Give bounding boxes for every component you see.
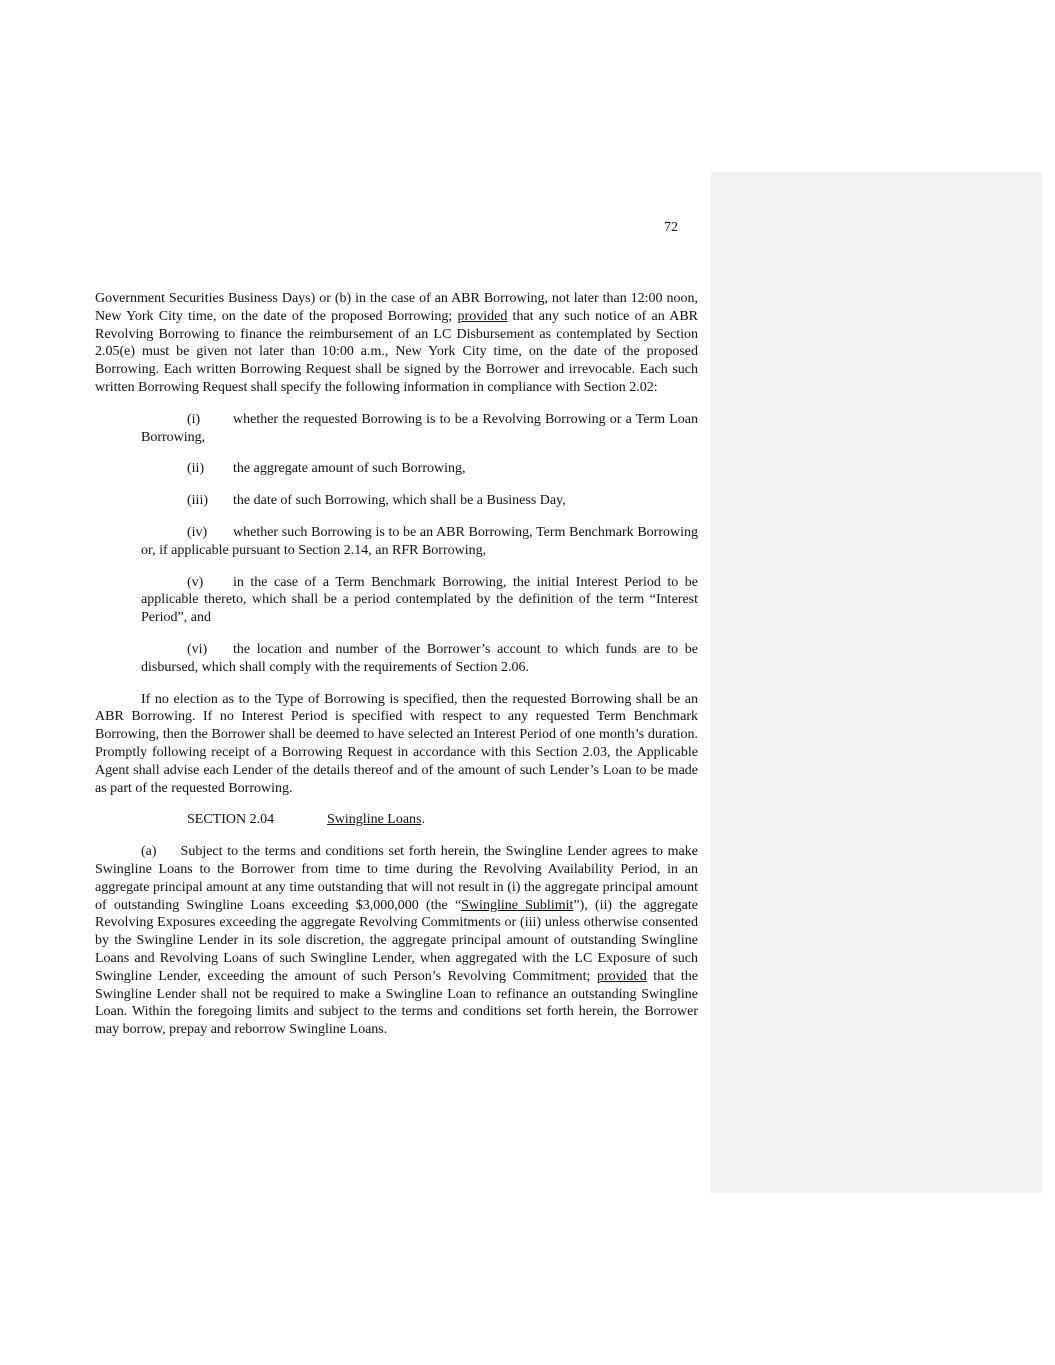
paragraph-borrowing-request (95, 290, 698, 397)
text-run: that any such notice of an ABR Revolving Borrowing to finance the reimbursement of an LC Disbursement as contemplated by Section 2.05(e) must be given not later than 10:00 a.m., New York City time, on the date of the proposed Borrowing. Each written Borrowing Request shall be signed by the Borrower and irrevocable. Each such written Borrowing Request shall specify the following information in compliance with Section 2.02: (95, 308, 698, 395)
list-item-text: whether such Borrowing is to be an ABR Borrowing, Term Benchmark Borrowing or, if applicable pursuant to Section 2.14, an RFR Borrowing, (141, 524, 698, 558)
list-item-number: (v) (187, 574, 204, 590)
list-item-number: (iv) (187, 524, 208, 540)
list-item-text: the date of such Borrowing, which shall be a Business Day, (233, 493, 566, 509)
document-body (95, 290, 698, 1039)
list-item-text: the location and number of the Borrower’s account to which funds are to be disbursed, which shall comply with the requirements of Section 2.06. (141, 641, 698, 675)
list-item-number: (i) (187, 411, 201, 427)
list-item-text: in the case of a Term Benchmark Borrowing, the initial Interest Period to be applicable thereto, which shall be a period contemplated by the definition of the term “Interest Period”, and (141, 574, 698, 626)
list-item (141, 460, 698, 478)
text-run: Government Securities Business Days) or (b) in the case of an ABR Borrowing, not later than 12:00 noon, New York City time, on the date of the proposed Borrowing; (95, 291, 698, 324)
paragraph-type-of-borrowing: If no election as to the Type of Borrowing is specified, then the requested Borrowing shall be an ABR Borrowing. If no Interest Period is specified with respect to any requested Term Benchmark Borrowing, then the Borrower shall be deemed to have selected an Interest Period of one month’s duration. Promptly following receipt of a Borrowing Request in accordance with this Section 2.03, the Applicable Agent shall advise each Lender of the details thereof and of the amount of such Lender’s Loan to be made as part of the requested Borrowing. (95, 691, 698, 796)
list-item-text: the aggregate amount of such Borrowing, (233, 461, 466, 477)
list-item-number: (iii) (187, 493, 208, 509)
list-item-number: (vi) (187, 641, 208, 657)
provided-term: provided (457, 308, 508, 324)
page-number: 72 (664, 220, 678, 235)
section-heading (95, 811, 698, 829)
list-item (141, 492, 698, 510)
section-number: SECTION 2.04 (187, 812, 275, 828)
list-item (141, 641, 698, 677)
list-item (141, 411, 698, 447)
comment-pane (711, 172, 1042, 1193)
swingline-sublimit-term: Swingline Sublimit (461, 897, 574, 913)
paragraph-number: (a) (141, 844, 157, 860)
list-item (141, 574, 698, 627)
list-item (141, 524, 698, 560)
section-title: Swingline Loans (327, 812, 422, 828)
list-item-number: (ii) (187, 461, 205, 477)
list-item-text: whether the requested Borrowing is to be a Revolving Borrowing or a Term Loan Borrowing, (141, 411, 698, 445)
text-run: that the Swingline Lender shall not be required to make a Swingline Loan to refinance an outstanding Swingline Loan. Within the foregoing limits and subject to the terms and conditions set forth herein, the Borrower may borrow, prepay and reborrow Swingline Loans. (95, 968, 698, 1038)
text-run: ”), (ii) the aggregate Revolving Exposures exceeding the aggregate Revolving Commitments or (iii) unless otherwise consented by the Swingline Lender in its sole discretion, the aggregate principal amount of outstanding Swingline Loans and Revolving Loans of such Swingline Lender, when aggregated with the LC Exposure of such Swingline Lender, exceeding the amount of such Person’s Revolving Commitment; (95, 897, 698, 984)
text-run: Subject to the terms and conditions set forth herein, the Swingline Lender agrees to make Swingline Loans to the Borrower from time to time during the Revolving Availability Period, in an aggregate principal amount at any time outstanding that will not result in (i) the aggregate principal amount of outstanding Swingline Loans exceeding $3,000,000 (the “ (95, 844, 698, 913)
section-title-period: . (421, 812, 425, 828)
provided-term: provided (596, 968, 647, 984)
paragraph-swingline-loans (95, 843, 698, 1039)
